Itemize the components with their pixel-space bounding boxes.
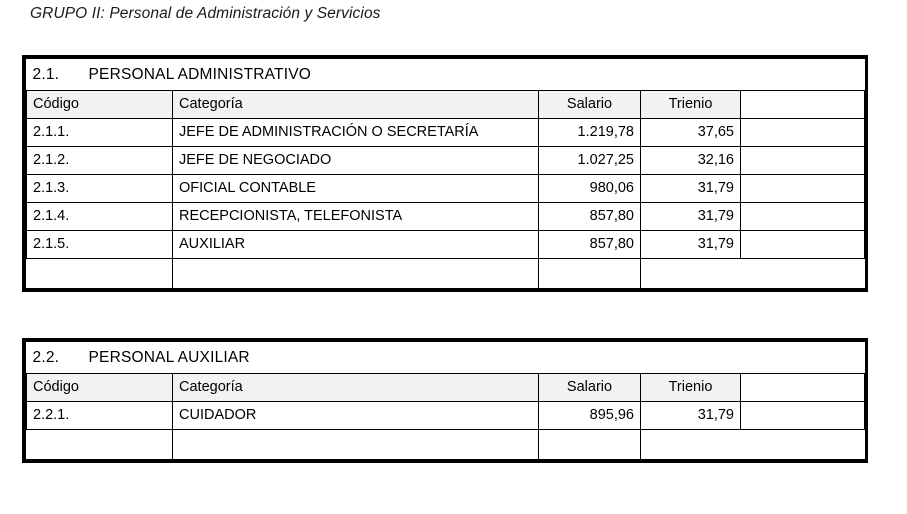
table-row bbox=[27, 175, 865, 203]
table bbox=[26, 342, 865, 459]
table-row bbox=[27, 231, 865, 259]
cell-codigo: 2.1.2. bbox=[27, 147, 173, 175]
cell-spacer bbox=[741, 203, 865, 231]
cell-trienio: 37,65 bbox=[641, 119, 741, 147]
cell-categoria: CUIDADOR bbox=[173, 402, 539, 430]
empty-cell bbox=[539, 259, 641, 289]
cell-codigo: 2.1.5. bbox=[27, 231, 173, 259]
cell-trienio: 31,79 bbox=[641, 203, 741, 231]
cell-categoria: JEFE DE NEGOCIADO bbox=[173, 147, 539, 175]
cell-salario: 895,96 bbox=[539, 402, 641, 430]
section-title-row bbox=[27, 342, 865, 374]
table-row bbox=[27, 147, 865, 175]
column-header-codigo: Código bbox=[27, 374, 173, 402]
cell-categoria: AUXILIAR bbox=[173, 231, 539, 259]
section-title-row bbox=[27, 59, 865, 91]
cell-salario: 980,06 bbox=[539, 175, 641, 203]
empty-cell bbox=[741, 430, 865, 460]
cell-spacer bbox=[741, 119, 865, 147]
table-row bbox=[27, 402, 865, 430]
column-header-spacer bbox=[741, 374, 865, 402]
empty-cell bbox=[27, 259, 173, 289]
table-row bbox=[27, 203, 865, 231]
section-number: 2.2. bbox=[32, 348, 60, 366]
section-title-cell bbox=[27, 342, 865, 374]
cell-trienio: 31,79 bbox=[641, 231, 741, 259]
page-title: GRUPO II: Personal de Administración y Servicios bbox=[30, 5, 381, 22]
empty-cell bbox=[173, 259, 539, 289]
table bbox=[26, 59, 865, 288]
cell-trienio: 31,79 bbox=[641, 402, 741, 430]
cell-spacer bbox=[741, 402, 865, 430]
salary-table-administrativo bbox=[22, 55, 868, 292]
empty-cell bbox=[27, 430, 173, 460]
cell-spacer bbox=[741, 175, 865, 203]
salary-table-auxiliar bbox=[22, 338, 868, 463]
section-title-cell bbox=[27, 59, 865, 91]
column-header-salario: Salario bbox=[539, 374, 641, 402]
column-header-spacer bbox=[741, 91, 865, 119]
cell-codigo: 2.1.3. bbox=[27, 175, 173, 203]
column-header-categoria: Categoría bbox=[173, 91, 539, 119]
cell-salario: 1.219,78 bbox=[539, 119, 641, 147]
table-empty-row bbox=[27, 259, 865, 289]
empty-cell bbox=[539, 430, 641, 460]
section-number: 2.1. bbox=[32, 65, 60, 83]
cell-spacer bbox=[741, 231, 865, 259]
cell-codigo: 2.2.1. bbox=[27, 402, 173, 430]
cell-salario: 857,80 bbox=[539, 203, 641, 231]
cell-categoria: RECEPCIONISTA, TELEFONISTA bbox=[173, 203, 539, 231]
empty-cell bbox=[641, 430, 741, 460]
cell-salario: 1.027,25 bbox=[539, 147, 641, 175]
column-header-codigo: Código bbox=[27, 91, 173, 119]
column-header-categoria: Categoría bbox=[173, 374, 539, 402]
section-title: PERSONAL AUXILIAR bbox=[88, 348, 250, 366]
table-header-row bbox=[27, 91, 865, 119]
cell-categoria: JEFE DE ADMINISTRACIÓN O SECRETARÍA bbox=[173, 119, 539, 147]
table-row bbox=[27, 119, 865, 147]
cell-salario: 857,80 bbox=[539, 231, 641, 259]
empty-cell bbox=[641, 259, 741, 289]
empty-cell bbox=[741, 259, 865, 289]
section-title: PERSONAL ADMINISTRATIVO bbox=[88, 65, 312, 83]
column-header-trienio: Trienio bbox=[641, 91, 741, 119]
cell-trienio: 32,16 bbox=[641, 147, 741, 175]
table-header-row bbox=[27, 374, 865, 402]
cell-categoria: OFICIAL CONTABLE bbox=[173, 175, 539, 203]
column-header-trienio: Trienio bbox=[641, 374, 741, 402]
column-header-salario: Salario bbox=[539, 91, 641, 119]
cell-codigo: 2.1.4. bbox=[27, 203, 173, 231]
table-empty-row bbox=[27, 430, 865, 460]
cell-spacer bbox=[741, 147, 865, 175]
cell-codigo: 2.1.1. bbox=[27, 119, 173, 147]
empty-cell bbox=[173, 430, 539, 460]
cell-trienio: 31,79 bbox=[641, 175, 741, 203]
